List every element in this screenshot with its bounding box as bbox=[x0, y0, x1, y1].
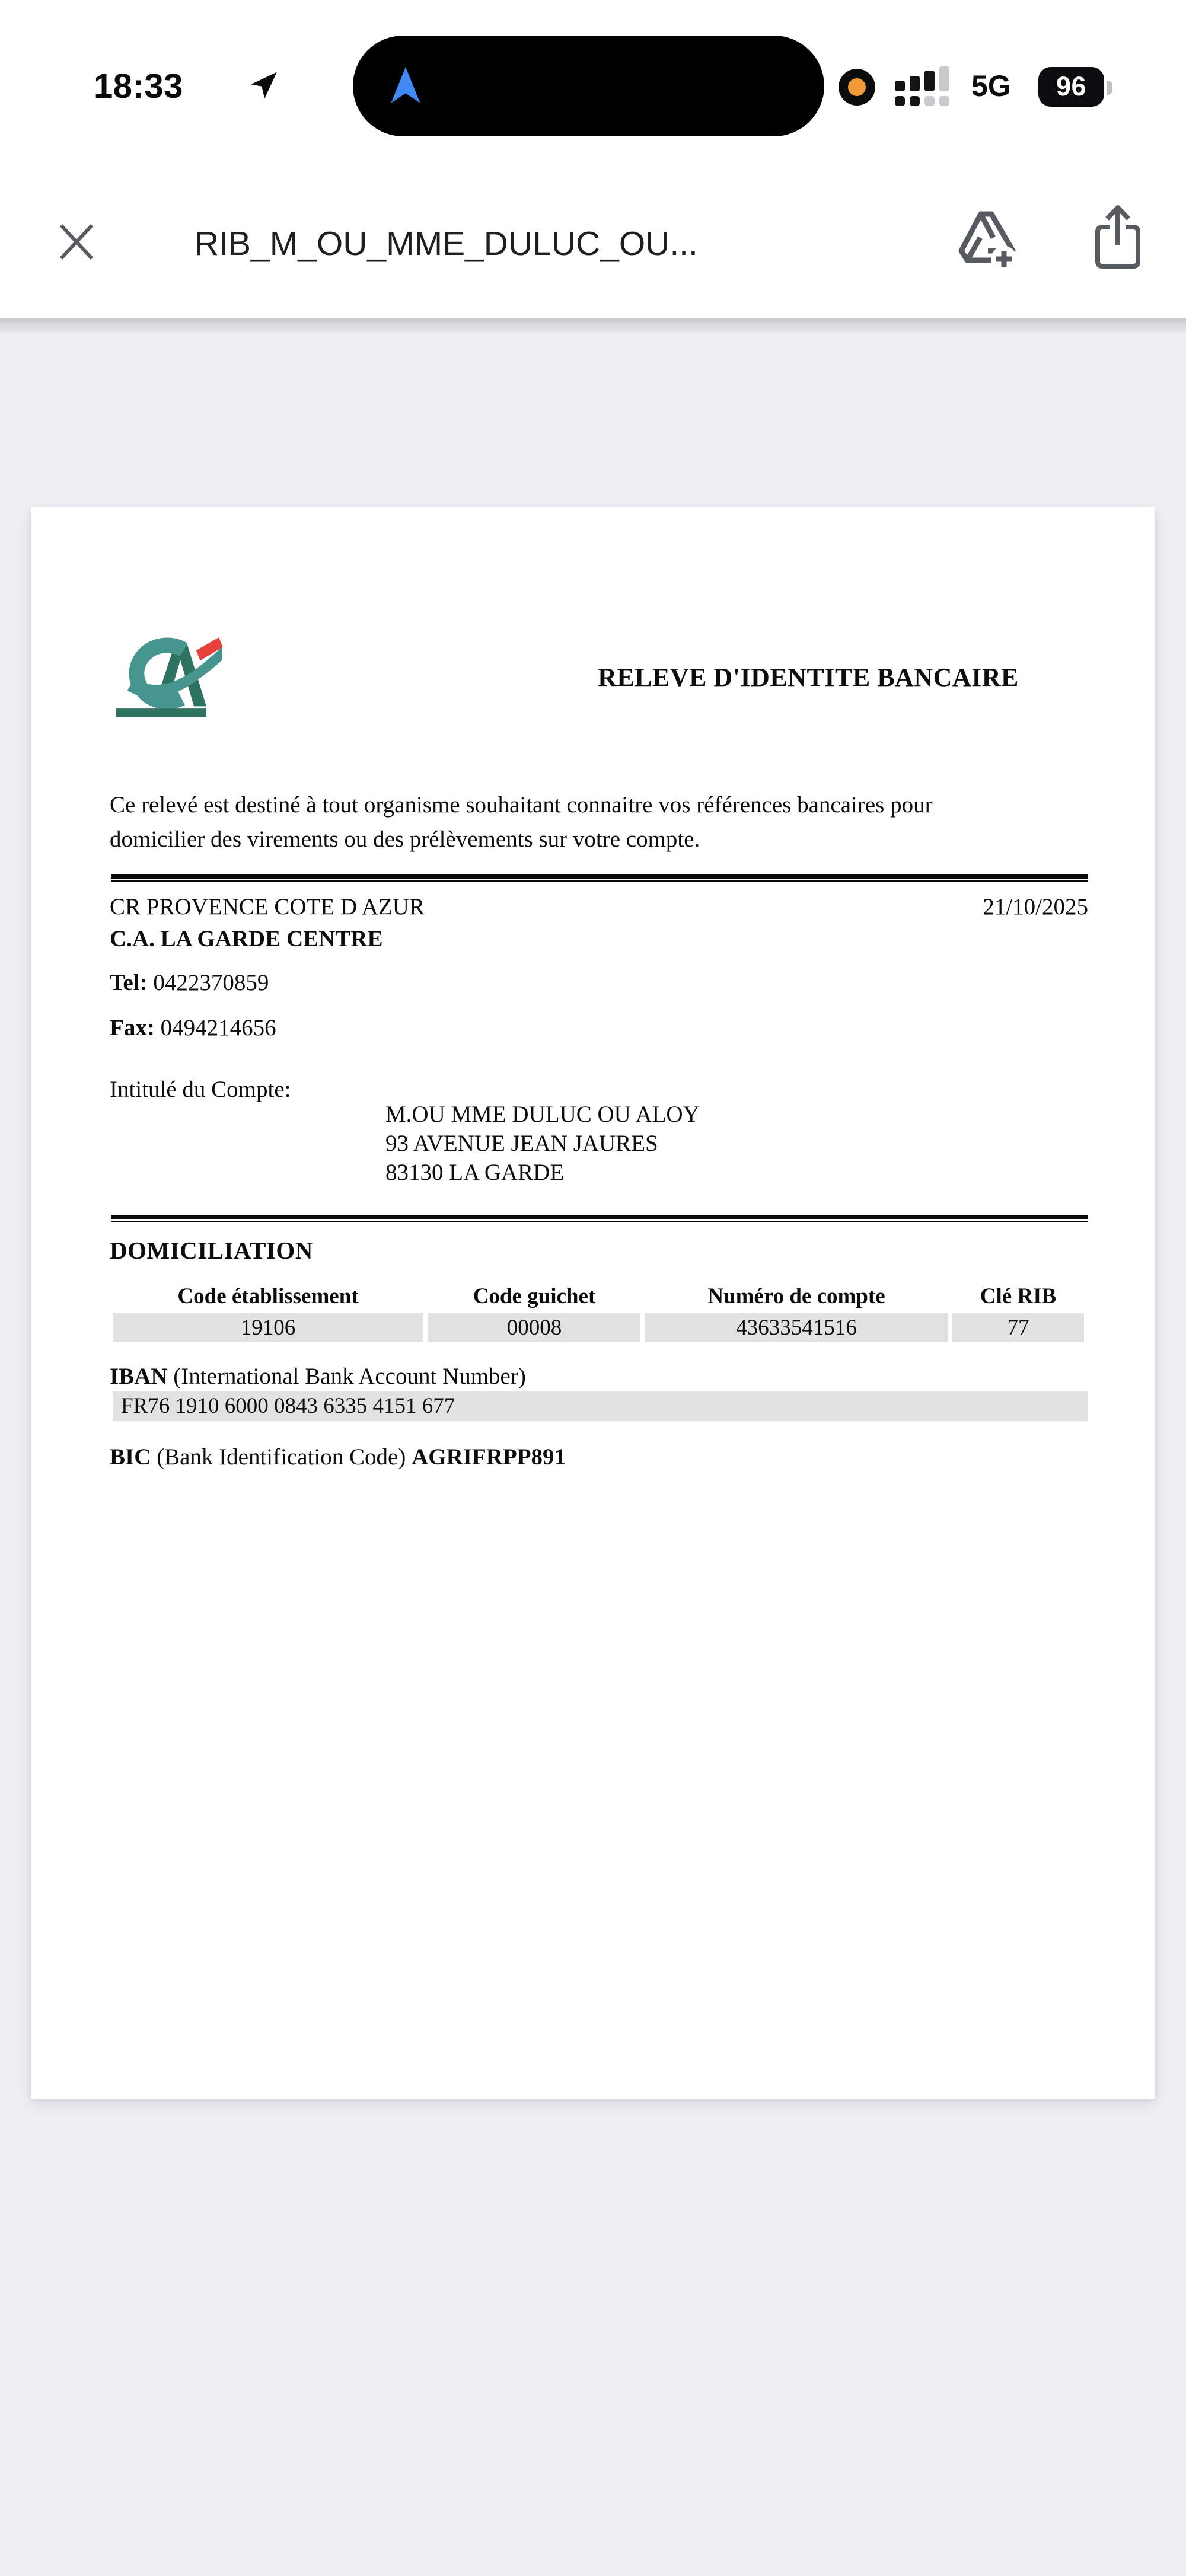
share-icon bbox=[1092, 203, 1144, 272]
bank-name: CR PROVENCE COTE D AZUR bbox=[110, 894, 425, 920]
separator bbox=[111, 1215, 1088, 1222]
table-value-cell: 19106 bbox=[113, 1313, 423, 1342]
account-holder-block bbox=[385, 1100, 700, 1187]
dynamic-island bbox=[353, 36, 824, 136]
statement-date: 21/10/2025 bbox=[983, 894, 1088, 920]
iban-value-bar bbox=[113, 1391, 1088, 1421]
iban-heading bbox=[110, 1363, 526, 1390]
share-button[interactable] bbox=[1085, 199, 1150, 276]
account-title-label: Intitulé du Compte: bbox=[110, 1077, 291, 1102]
network-type-label: 5G bbox=[971, 69, 1011, 103]
bic-value: AGRIFRPP891 bbox=[412, 1444, 566, 1470]
fax-value: 0494214656 bbox=[160, 1015, 276, 1040]
fax-row bbox=[110, 1014, 276, 1041]
cellular-signal-icon bbox=[895, 60, 951, 108]
table-value-cell: 43633541516 bbox=[645, 1313, 948, 1342]
add-to-drive-button[interactable] bbox=[952, 205, 1022, 277]
pdf-viewport[interactable] bbox=[0, 318, 1186, 2576]
bic-desc: (Bank Identification Code) bbox=[157, 1444, 406, 1470]
close-icon bbox=[58, 223, 95, 261]
holder-line: 93 AVENUE JEAN JAURES bbox=[385, 1131, 658, 1156]
intro-line-2: domicilier des virements ou des prélèvements sur votre compte. bbox=[110, 826, 700, 852]
tel-label: Tel: bbox=[110, 970, 148, 995]
intro-line-1: Ce relevé est destiné à tout organisme souhaitant connaitre vos références bancaires pour bbox=[110, 792, 933, 818]
iban-value: FR76 1910 6000 0843 6335 4151 677 bbox=[121, 1394, 455, 1418]
battery-nub bbox=[1107, 81, 1112, 95]
toolbar-shadow bbox=[0, 318, 1186, 335]
pdf-page bbox=[31, 507, 1155, 2099]
document-title: RIB_M_OU_MME_DULUC_OU... bbox=[195, 225, 698, 263]
bank-row bbox=[110, 893, 1088, 920]
tel-value: 0422370859 bbox=[153, 970, 269, 995]
table-header-cell: Code établissement bbox=[177, 1284, 359, 1308]
doc-title: RELEVE D'IDENTITE BANCAIRE bbox=[598, 663, 1019, 692]
add-to-drive-icon bbox=[957, 209, 1018, 273]
holder-line: M.OU MME DULUC OU ALOY bbox=[385, 1102, 700, 1127]
separator bbox=[111, 874, 1088, 882]
table-header-cell: Clé RIB bbox=[980, 1284, 1057, 1308]
battery-icon bbox=[1038, 67, 1104, 107]
ca-logo bbox=[111, 631, 230, 718]
bic-row bbox=[110, 1444, 566, 1470]
domiciliation-heading: DOMICILIATION bbox=[110, 1237, 313, 1264]
battery-percent-label: 96 bbox=[1056, 71, 1087, 101]
time-label: 18:33 bbox=[94, 67, 183, 106]
rib-table bbox=[113, 1284, 1088, 1342]
holder-line: 83130 LA GARDE bbox=[385, 1160, 565, 1185]
header bbox=[0, 0, 1186, 318]
fax-label: Fax: bbox=[110, 1015, 155, 1040]
table-value-cell: 77 bbox=[952, 1313, 1084, 1342]
branch-name: C.A. LA GARDE CENTRE bbox=[110, 926, 383, 952]
location-arrow-icon bbox=[249, 70, 279, 101]
close-button[interactable] bbox=[50, 217, 103, 267]
intro-paragraph bbox=[110, 788, 1094, 857]
iban-label: IBAN bbox=[110, 1364, 168, 1389]
mic-indicator-icon bbox=[839, 69, 875, 106]
table-header-cell: Numéro de compte bbox=[707, 1284, 885, 1308]
table-header-cell: Code guichet bbox=[473, 1284, 596, 1308]
navigation-arrow-icon bbox=[387, 64, 424, 107]
iban-desc: (International Bank Account Number) bbox=[173, 1364, 526, 1389]
bic-label: BIC bbox=[110, 1444, 151, 1470]
tel-row bbox=[110, 969, 269, 996]
table-value-cell: 00008 bbox=[428, 1313, 640, 1342]
